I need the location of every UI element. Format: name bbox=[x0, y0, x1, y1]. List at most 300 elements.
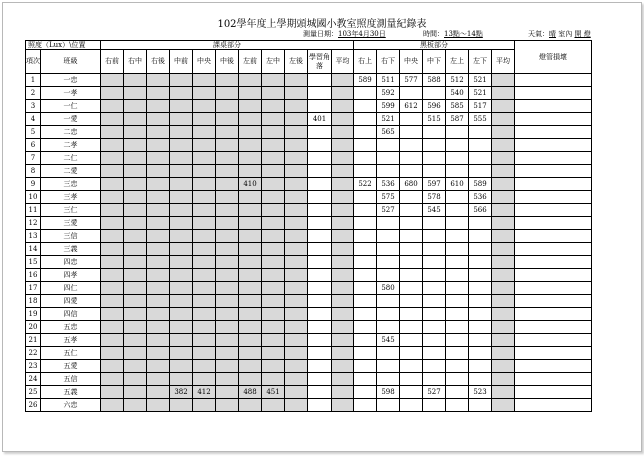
lamp-damage-cell bbox=[515, 230, 592, 243]
desk-value-cell bbox=[124, 217, 147, 230]
desk-value-cell bbox=[332, 399, 354, 412]
board-value-cell bbox=[354, 243, 377, 256]
desk-value-cell bbox=[193, 347, 216, 360]
desk-value-cell bbox=[216, 74, 239, 87]
board-value-cell bbox=[423, 256, 446, 269]
desk-value-cell bbox=[332, 334, 354, 347]
board-value-cell bbox=[354, 256, 377, 269]
desk-value-cell bbox=[124, 74, 147, 87]
desk-value-cell bbox=[332, 282, 354, 295]
weather-value: 晴 bbox=[549, 30, 556, 38]
table-row bbox=[26, 373, 592, 386]
desk-value-cell bbox=[170, 399, 193, 412]
desk-value-cell bbox=[308, 282, 332, 295]
board-value-cell bbox=[492, 100, 515, 113]
board-value-cell bbox=[423, 139, 446, 152]
desk-value-cell bbox=[262, 113, 285, 126]
board-value-cell bbox=[469, 230, 492, 243]
table-row bbox=[26, 191, 592, 204]
board-value-cell bbox=[446, 230, 469, 243]
desk-value-cell bbox=[262, 321, 285, 334]
desk-value-cell bbox=[101, 230, 124, 243]
board-value-cell bbox=[492, 74, 515, 87]
desk-value-cell bbox=[285, 386, 308, 399]
board-value-cell bbox=[492, 243, 515, 256]
board-value-cell bbox=[354, 152, 377, 165]
desk-value-cell bbox=[285, 373, 308, 386]
desk-value-cell bbox=[262, 204, 285, 217]
desk-value-cell bbox=[170, 191, 193, 204]
board-value-cell bbox=[446, 191, 469, 204]
desk-value-cell bbox=[285, 217, 308, 230]
desk-value-cell bbox=[239, 243, 262, 256]
board-value-cell bbox=[492, 373, 515, 386]
class-name-cell: 三義 bbox=[41, 243, 101, 256]
desk-value-cell bbox=[101, 126, 124, 139]
desk-value-cell: 401 bbox=[308, 113, 332, 126]
board-value-cell bbox=[423, 165, 446, 178]
board-value-cell bbox=[400, 321, 423, 334]
desk-value-cell bbox=[332, 165, 354, 178]
board-value-cell bbox=[377, 295, 400, 308]
desk-value-cell bbox=[147, 282, 170, 295]
desk-value-cell bbox=[308, 217, 332, 230]
class-name-cell: 三仁 bbox=[41, 204, 101, 217]
table-row bbox=[26, 334, 592, 347]
desk-value-cell bbox=[147, 347, 170, 360]
table-row bbox=[26, 113, 592, 126]
desk-value-cell bbox=[285, 204, 308, 217]
desk-value-cell bbox=[193, 295, 216, 308]
desk-value-cell bbox=[262, 87, 285, 100]
board-value-cell bbox=[446, 373, 469, 386]
desk-value-cell bbox=[124, 269, 147, 282]
desk-value-cell bbox=[101, 295, 124, 308]
desk-value-cell bbox=[239, 87, 262, 100]
desk-value-cell bbox=[101, 373, 124, 386]
desk-value-cell bbox=[170, 347, 193, 360]
board-value-cell bbox=[446, 217, 469, 230]
item-no-header bbox=[26, 50, 41, 74]
desk-value-cell bbox=[101, 178, 124, 191]
desk-value-cell bbox=[124, 347, 147, 360]
desk-value-cell bbox=[124, 152, 147, 165]
board-value-cell bbox=[354, 269, 377, 282]
desk-value-cell bbox=[262, 139, 285, 152]
desk-value-cell bbox=[147, 113, 170, 126]
board-value-cell: 592 bbox=[377, 87, 400, 100]
board-value-cell: 555 bbox=[469, 113, 492, 126]
board-value-cell bbox=[400, 334, 423, 347]
lamp-damage-cell bbox=[515, 399, 592, 412]
desk-value-cell bbox=[170, 230, 193, 243]
desk-value-cell bbox=[216, 152, 239, 165]
lamp-damage-cell bbox=[515, 178, 592, 191]
table-row bbox=[26, 321, 592, 334]
table-row bbox=[26, 360, 592, 373]
board-value-cell bbox=[492, 191, 515, 204]
desk-value-cell bbox=[147, 360, 170, 373]
desk-value-cell bbox=[193, 243, 216, 256]
class-name-cell: 一忠 bbox=[41, 74, 101, 87]
board-value-cell bbox=[469, 282, 492, 295]
board-value-cell: 577 bbox=[400, 74, 423, 87]
board-value-cell: 589 bbox=[469, 178, 492, 191]
table-row bbox=[26, 204, 592, 217]
board-value-cell bbox=[354, 347, 377, 360]
desk-value-cell bbox=[285, 269, 308, 282]
desk-value-cell bbox=[332, 386, 354, 399]
desk-value-cell bbox=[216, 113, 239, 126]
desk-value-cell bbox=[308, 399, 332, 412]
desk-value-cell bbox=[216, 360, 239, 373]
lamp-damage-cell bbox=[515, 308, 592, 321]
row-number-cell: 22 bbox=[26, 347, 41, 360]
desk-value-cell bbox=[239, 347, 262, 360]
board-value-cell bbox=[492, 87, 515, 100]
board-value-cell bbox=[492, 113, 515, 126]
board-value-cell bbox=[446, 386, 469, 399]
board-value-cell bbox=[423, 347, 446, 360]
row-number-cell: 15 bbox=[26, 256, 41, 269]
table-row bbox=[26, 243, 592, 256]
desk-value-cell bbox=[147, 152, 170, 165]
desk-value-cell bbox=[308, 165, 332, 178]
desk-value-cell bbox=[170, 321, 193, 334]
weather-label: 天氣： bbox=[528, 30, 549, 38]
desk-value-cell bbox=[308, 87, 332, 100]
desk-value-cell bbox=[285, 230, 308, 243]
desk-value-cell bbox=[147, 204, 170, 217]
desk-col-label: 左中 bbox=[266, 57, 280, 65]
desk-value-cell bbox=[101, 399, 124, 412]
board-value-cell bbox=[469, 165, 492, 178]
board-value-cell bbox=[446, 152, 469, 165]
desk-value-cell bbox=[239, 217, 262, 230]
board-value-cell: 540 bbox=[446, 87, 469, 100]
desk-col-header bbox=[124, 50, 147, 74]
desk-value-cell bbox=[285, 243, 308, 256]
desk-value-cell bbox=[170, 334, 193, 347]
desk-value-cell bbox=[101, 334, 124, 347]
desk-col-label: 中央 bbox=[197, 57, 211, 65]
desk-value-cell bbox=[262, 191, 285, 204]
desk-value-cell bbox=[262, 269, 285, 282]
desk-value-cell bbox=[193, 87, 216, 100]
board-value-cell bbox=[400, 217, 423, 230]
board-value-cell bbox=[400, 191, 423, 204]
board-value-cell: 515 bbox=[423, 113, 446, 126]
board-value-cell bbox=[469, 360, 492, 373]
desk-col-label: 中後 bbox=[220, 57, 234, 65]
lamp-damage-cell bbox=[515, 386, 592, 399]
desk-value-cell bbox=[124, 230, 147, 243]
board-value-cell bbox=[492, 178, 515, 191]
board-value-cell bbox=[446, 399, 469, 412]
board-value-cell bbox=[423, 308, 446, 321]
desk-value-cell bbox=[124, 295, 147, 308]
board-value-cell: 536 bbox=[469, 191, 492, 204]
desk-value-cell bbox=[285, 126, 308, 139]
desk-value-cell bbox=[147, 399, 170, 412]
desk-col-label: 中前 bbox=[174, 57, 188, 65]
item-no-label: 項次 bbox=[26, 57, 40, 65]
desk-value-cell bbox=[239, 334, 262, 347]
board-value-cell: 511 bbox=[377, 74, 400, 87]
desk-value-cell bbox=[101, 165, 124, 178]
board-value-cell bbox=[354, 126, 377, 139]
desk-value-cell bbox=[193, 256, 216, 269]
table-row bbox=[26, 230, 592, 243]
desk-value-cell bbox=[285, 334, 308, 347]
desk-value-cell: 410 bbox=[239, 178, 262, 191]
board-value-cell bbox=[469, 321, 492, 334]
board-value-cell bbox=[400, 308, 423, 321]
desk-value-cell bbox=[308, 139, 332, 152]
desk-value-cell bbox=[285, 87, 308, 100]
desk-value-cell bbox=[193, 373, 216, 386]
board-value-cell: 589 bbox=[354, 74, 377, 87]
table-body bbox=[26, 74, 592, 412]
row-number-cell: 19 bbox=[26, 308, 41, 321]
board-value-cell bbox=[354, 321, 377, 334]
desk-value-cell bbox=[147, 269, 170, 282]
desk-value-cell bbox=[308, 243, 332, 256]
row-number-cell: 8 bbox=[26, 165, 41, 178]
desk-value-cell bbox=[193, 321, 216, 334]
board-value-cell bbox=[492, 152, 515, 165]
desk-value-cell bbox=[124, 100, 147, 113]
time-value: 13點～14點 bbox=[444, 30, 483, 38]
desk-value-cell bbox=[332, 126, 354, 139]
lamp-damage-cell bbox=[515, 87, 592, 100]
board-value-cell bbox=[423, 334, 446, 347]
class-name-cell: 五仁 bbox=[41, 347, 101, 360]
desk-value-cell bbox=[124, 256, 147, 269]
desk-col-label: 學習角落 bbox=[309, 52, 330, 70]
board-col-header bbox=[469, 50, 492, 74]
desk-value-cell bbox=[193, 204, 216, 217]
desk-value-cell bbox=[308, 74, 332, 87]
header-row-1 bbox=[26, 41, 592, 50]
board-value-cell bbox=[354, 360, 377, 373]
board-value-cell bbox=[492, 334, 515, 347]
desk-value-cell bbox=[239, 165, 262, 178]
board-value-cell bbox=[400, 230, 423, 243]
desk-value-cell bbox=[216, 334, 239, 347]
lamp-damage-cell bbox=[515, 243, 592, 256]
board-value-cell bbox=[469, 139, 492, 152]
board-value-cell bbox=[377, 269, 400, 282]
document-page bbox=[2, 2, 642, 452]
row-number-cell: 25 bbox=[26, 386, 41, 399]
desk-value-cell bbox=[285, 100, 308, 113]
class-name-cell: 三愛 bbox=[41, 217, 101, 230]
desk-value-cell bbox=[262, 360, 285, 373]
lamp-damage-cell bbox=[515, 269, 592, 282]
board-value-cell bbox=[446, 282, 469, 295]
desk-value-cell bbox=[332, 321, 354, 334]
row-number-cell: 16 bbox=[26, 269, 41, 282]
indoor-label: 室內 bbox=[558, 30, 573, 38]
board-value-cell bbox=[469, 126, 492, 139]
board-value-cell bbox=[469, 152, 492, 165]
row-number-cell: 20 bbox=[26, 321, 41, 334]
board-value-cell bbox=[492, 126, 515, 139]
board-value-cell bbox=[446, 308, 469, 321]
board-value-cell bbox=[446, 360, 469, 373]
desk-value-cell bbox=[216, 230, 239, 243]
desk-value-cell bbox=[285, 308, 308, 321]
row-number-cell: 4 bbox=[26, 113, 41, 126]
desk-value-cell bbox=[101, 191, 124, 204]
table-row bbox=[26, 87, 592, 100]
desk-value-cell bbox=[262, 165, 285, 178]
row-number-cell: 2 bbox=[26, 87, 41, 100]
desk-value-cell bbox=[101, 100, 124, 113]
board-value-cell: 588 bbox=[423, 74, 446, 87]
desk-value-cell bbox=[147, 178, 170, 191]
desk-value-cell bbox=[308, 230, 332, 243]
desk-value-cell bbox=[262, 347, 285, 360]
board-value-cell: 610 bbox=[446, 178, 469, 191]
board-value-cell bbox=[492, 204, 515, 217]
class-name-cell: 四孝 bbox=[41, 269, 101, 282]
table-row bbox=[26, 308, 592, 321]
desk-value-cell bbox=[239, 360, 262, 373]
desk-value-cell bbox=[193, 152, 216, 165]
desk-value-cell bbox=[170, 74, 193, 87]
desk-value-cell bbox=[193, 334, 216, 347]
board-value-cell bbox=[354, 165, 377, 178]
desk-col-header bbox=[216, 50, 239, 74]
desk-value-cell bbox=[170, 165, 193, 178]
board-value-cell bbox=[492, 360, 515, 373]
table-row bbox=[26, 282, 592, 295]
desk-value-cell bbox=[285, 113, 308, 126]
class-name-cell: 二孝 bbox=[41, 139, 101, 152]
board-value-cell bbox=[354, 282, 377, 295]
lamp-damage-cell bbox=[515, 295, 592, 308]
class-name-cell: 五義 bbox=[41, 386, 101, 399]
board-value-cell bbox=[469, 217, 492, 230]
board-value-cell bbox=[492, 399, 515, 412]
desk-value-cell bbox=[101, 386, 124, 399]
desk-value-cell bbox=[332, 243, 354, 256]
desk-value-cell bbox=[124, 282, 147, 295]
board-value-cell bbox=[377, 243, 400, 256]
desk-value-cell bbox=[193, 282, 216, 295]
board-value-cell bbox=[446, 256, 469, 269]
board-value-cell bbox=[354, 295, 377, 308]
desk-col-header bbox=[285, 50, 308, 74]
desk-value-cell bbox=[285, 74, 308, 87]
desk-value-cell bbox=[193, 113, 216, 126]
row-number-cell: 18 bbox=[26, 295, 41, 308]
board-col-label: 中下 bbox=[427, 57, 441, 65]
desk-value-cell bbox=[216, 191, 239, 204]
table-row bbox=[26, 139, 592, 152]
desk-value-cell bbox=[239, 282, 262, 295]
board-value-cell bbox=[354, 386, 377, 399]
desk-value-cell bbox=[101, 139, 124, 152]
board-col-label: 左上 bbox=[450, 57, 464, 65]
desk-value-cell bbox=[216, 373, 239, 386]
class-name-cell: 四愛 bbox=[41, 295, 101, 308]
desk-value-cell bbox=[285, 139, 308, 152]
lamp-damage-cell bbox=[515, 139, 592, 152]
board-col-label: 右上 bbox=[358, 57, 372, 65]
desk-value-cell bbox=[308, 256, 332, 269]
desk-col-label: 右中 bbox=[128, 57, 142, 65]
desk-value-cell bbox=[239, 139, 262, 152]
desk-value-cell bbox=[101, 204, 124, 217]
desk-value-cell bbox=[262, 373, 285, 386]
desk-value-cell bbox=[147, 87, 170, 100]
board-value-cell bbox=[400, 126, 423, 139]
desk-value-cell bbox=[262, 334, 285, 347]
board-value-cell bbox=[492, 230, 515, 243]
desk-value-cell bbox=[308, 308, 332, 321]
board-value-cell bbox=[492, 308, 515, 321]
board-value-cell bbox=[400, 243, 423, 256]
desk-col-header bbox=[147, 50, 170, 74]
board-value-cell: 521 bbox=[377, 113, 400, 126]
board-value-cell bbox=[469, 399, 492, 412]
desk-value-cell bbox=[124, 399, 147, 412]
board-col-header bbox=[377, 50, 400, 74]
page-title: 102學年度上學期頭城國小教室照度測量紀錄表 bbox=[217, 19, 427, 30]
board-value-cell bbox=[354, 399, 377, 412]
desk-value-cell bbox=[308, 204, 332, 217]
desk-col-header bbox=[239, 50, 262, 74]
table-row bbox=[26, 347, 592, 360]
row-number-cell: 7 bbox=[26, 152, 41, 165]
board-value-cell bbox=[400, 347, 423, 360]
desk-value-cell bbox=[308, 386, 332, 399]
desk-value-cell bbox=[216, 269, 239, 282]
board-value-cell bbox=[423, 360, 446, 373]
board-value-cell bbox=[400, 152, 423, 165]
board-value-cell bbox=[423, 399, 446, 412]
desk-value-cell bbox=[332, 204, 354, 217]
desk-col-label: 右後 bbox=[151, 57, 165, 65]
board-col-label: 右下 bbox=[381, 57, 395, 65]
board-value-cell bbox=[469, 269, 492, 282]
desk-value-cell bbox=[101, 347, 124, 360]
board-value-cell bbox=[492, 269, 515, 282]
desk-value-cell bbox=[170, 87, 193, 100]
board-value-cell bbox=[446, 347, 469, 360]
table-row bbox=[26, 399, 592, 412]
desk-value-cell bbox=[239, 74, 262, 87]
board-section-header: 黑板部分 bbox=[354, 41, 515, 50]
desk-value-cell bbox=[124, 165, 147, 178]
board-value-cell bbox=[400, 269, 423, 282]
desk-value-cell bbox=[239, 204, 262, 217]
desk-value-cell bbox=[239, 269, 262, 282]
lamp-damage-cell bbox=[515, 334, 592, 347]
board-value-cell bbox=[492, 321, 515, 334]
desk-value-cell bbox=[101, 269, 124, 282]
board-value-cell bbox=[469, 308, 492, 321]
board-value-cell bbox=[377, 165, 400, 178]
desk-value-cell bbox=[124, 308, 147, 321]
desk-value-cell bbox=[262, 256, 285, 269]
desk-value-cell bbox=[332, 295, 354, 308]
board-value-cell: 527 bbox=[423, 386, 446, 399]
desk-value-cell bbox=[285, 256, 308, 269]
